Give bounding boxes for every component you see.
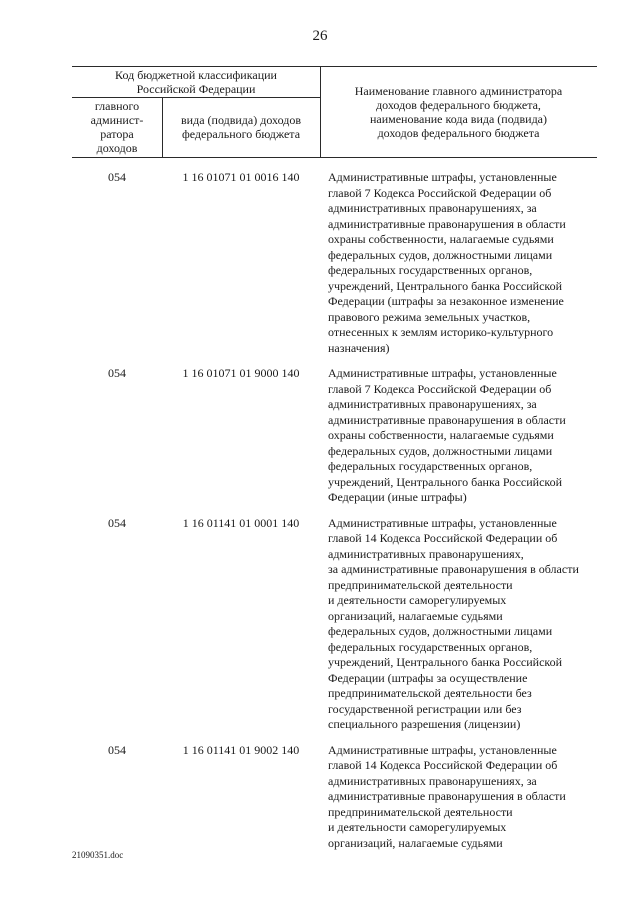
header-group-divider	[72, 97, 320, 98]
description-line: административные правонарушения в области	[328, 216, 566, 231]
description-line: предпринимательской деятельности	[328, 577, 513, 592]
document-filename: 21090351.doc	[72, 850, 124, 860]
description-line: организаций, налагаемые судьями	[328, 835, 503, 850]
description-line: предпринимательской деятельности без	[328, 686, 532, 700]
description-cell	[320, 366, 590, 506]
description-line: и деятельности саморегулируемых	[328, 820, 507, 834]
budget-code-cell: 1 16 01071 01 9000 140	[182, 366, 300, 380]
description-line: организаций, налагаемые судьями	[328, 608, 503, 623]
table-header	[72, 66, 597, 158]
description-line: за административные правонарушения в области	[328, 562, 579, 576]
budget-code-cell: 1 16 01141 01 0001 140	[182, 515, 300, 530]
admin-code-cell: 054	[108, 170, 126, 184]
description-line: административные правонарушения в области	[328, 789, 566, 803]
description-line: Административные штрафы, установленные	[328, 366, 557, 380]
header-bottom-border	[72, 157, 597, 158]
description-line: федеральных государственных органов,	[328, 263, 533, 277]
description-line: правового режима земельных участков,	[328, 309, 531, 324]
header-col-code: вида (подвида) доходов федерального бюджета	[181, 113, 301, 141]
description-line: административные правонарушения в области	[328, 412, 566, 427]
header-col-name: Наименование главного администратора доходов федерального бюджета, наименование кода вида (подвида) доходов федерального бюджета	[354, 84, 563, 140]
description-cell	[320, 516, 590, 733]
description-line: административных правонарушениях, за	[328, 397, 537, 411]
description-line: административных правонарушениях,	[328, 546, 524, 561]
page-number: 26	[312, 28, 328, 44]
description-line: учреждений, Центрального банка Российской	[328, 278, 563, 293]
description-line: предпринимательской деятельности	[328, 804, 513, 819]
description-line: Административные штрафы, установленные	[328, 742, 557, 757]
description-line: отнесенных к землям историко-культурного	[328, 325, 554, 339]
description-line: федеральных судов, должностными лицами	[328, 624, 553, 638]
description-line: назначения)	[328, 340, 390, 355]
admin-code-cell: 054	[108, 366, 126, 380]
description-line: специального разрешения (лицензии)	[328, 717, 521, 731]
header-top-border	[72, 66, 597, 67]
header-col-admin: главного админист- ратора доходов	[90, 99, 144, 155]
description-line: главой 7 Кодекса Российской Федерации об	[328, 381, 552, 396]
description-line: главой 7 Кодекса Российской Федерации об	[328, 185, 552, 200]
description-line: федеральных государственных органов,	[328, 459, 533, 473]
description-line: федеральных государственных органов,	[328, 639, 533, 654]
description-line: и деятельности саморегулируемых	[328, 593, 507, 607]
description-line: главой 14 Кодекса Российской Федерации об	[328, 758, 558, 772]
table-row	[72, 516, 597, 733]
description-line: Федерации (штрафы за незаконное изменение	[328, 294, 564, 308]
table-row	[72, 743, 597, 852]
description-line: охраны собственности, налагаемые судьями	[328, 232, 554, 246]
description-cell	[320, 743, 590, 852]
header-group-title: Код бюджетной классификации Российской Федерации	[115, 68, 277, 96]
admin-code-cell: 054	[108, 515, 126, 530]
description-line: административных правонарушениях, за	[328, 773, 537, 788]
description-line: административных правонарушениях, за	[328, 201, 537, 215]
budget-code-cell: 1 16 01141 01 9002 140	[182, 742, 300, 757]
description-line: федеральных судов, должностными лицами	[328, 443, 553, 458]
table-row	[72, 366, 597, 506]
description-line: федеральных судов, должностными лицами	[328, 247, 553, 262]
admin-code-cell: 054	[108, 742, 126, 757]
description-line: Федерации (иные штрафы)	[328, 490, 467, 504]
description-line: учреждений, Центрального банка Российской	[328, 474, 563, 489]
description-line: охраны собственности, налагаемые судьями	[328, 428, 554, 442]
description-line: Федерации (штрафы за осуществление	[328, 670, 528, 685]
classification-table-header	[72, 66, 597, 158]
budget-code-cell: 1 16 01071 01 0016 140	[182, 170, 300, 184]
table-row	[72, 170, 597, 356]
description-cell	[320, 170, 590, 356]
description-line: Административные штрафы, установленные	[328, 170, 557, 184]
description-line: Административные штрафы, установленные	[328, 515, 557, 530]
description-line: учреждений, Центрального банка Российской	[328, 655, 563, 669]
description-line: государственной регистрации или без	[328, 701, 522, 716]
table-body	[72, 170, 597, 861]
description-line: главой 14 Кодекса Российской Федерации об	[328, 531, 558, 545]
